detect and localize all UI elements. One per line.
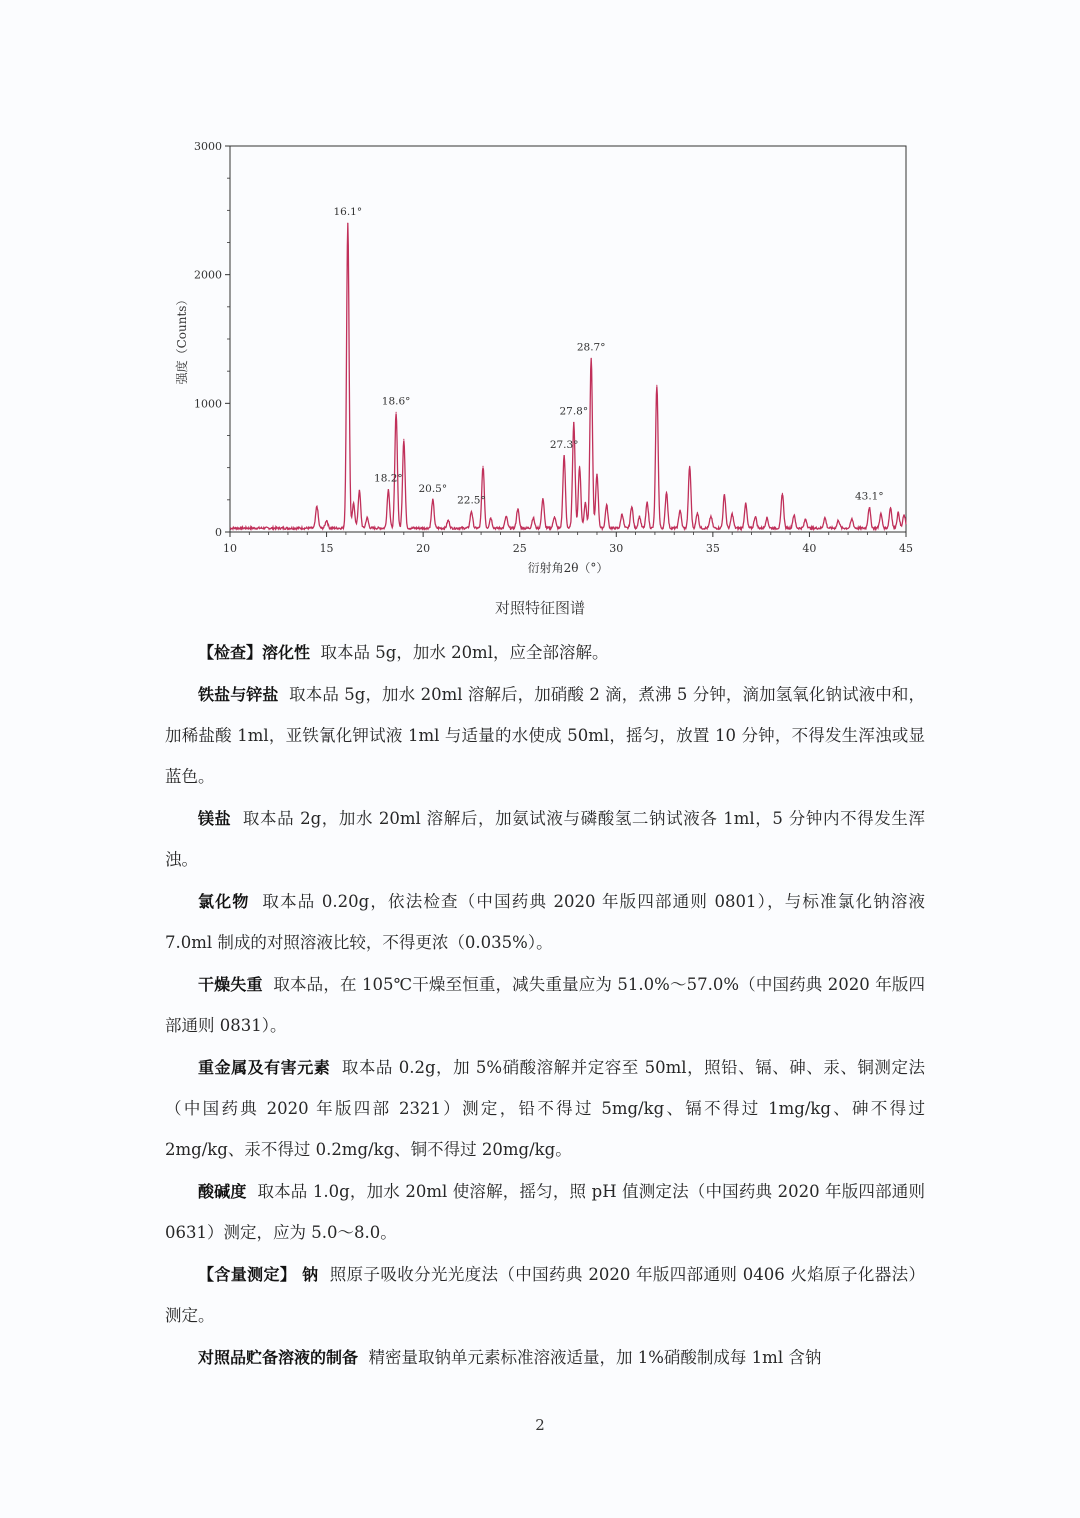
peak-point — [482, 466, 483, 467]
document-body — [165, 632, 925, 1379]
paragraph-heading: 镁盐 — [198, 809, 232, 828]
y-tick-label: 2000 — [194, 268, 222, 282]
y-tick-label: 0 — [215, 526, 222, 539]
paragraph-reference-stock — [165, 1337, 925, 1378]
peak-point — [388, 489, 389, 490]
peak-point — [710, 516, 711, 517]
paragraph-text: 取本品 5g，加水 20ml，应全部溶解。 — [320, 643, 609, 662]
peak-point — [647, 502, 648, 503]
x-tick-label: 20 — [416, 542, 431, 555]
paragraph-heading: 对照品贮备溶液的制备 — [198, 1348, 359, 1367]
peak-point — [471, 511, 472, 512]
paragraph-chloride — [165, 881, 925, 963]
peak-point — [347, 223, 348, 224]
y-axis-label: 强度（Counts） — [175, 293, 189, 385]
peak-point — [631, 506, 632, 507]
peak-point — [656, 385, 657, 386]
peak-point — [755, 516, 756, 517]
paragraph-text: 照原子吸收分光光度法（中国药典 2020 年版四部通则 0406 火焰原子化器法）测定。 — [165, 1265, 925, 1325]
y-tick-label: 1000 — [194, 397, 222, 411]
peak-label: 27.3° — [549, 439, 579, 452]
x-tick-label: 25 — [512, 542, 527, 555]
y-tick-label: 3000 — [194, 140, 222, 153]
peak-point — [316, 506, 317, 507]
plot-frame — [230, 146, 906, 532]
peak-point — [679, 510, 680, 511]
peak-point — [579, 466, 580, 467]
peak-point — [573, 422, 574, 423]
paragraph-magnesium — [165, 798, 925, 880]
peak-label: 18.2° — [374, 472, 403, 485]
paragraph-text: 取本品 5g，加水 20ml 溶解后，加硝酸 2 滴，煮沸 5 分钟，滴加氢氧化钠试液中和，加稀盐酸 1ml，亚铁氰化钾试液 1ml 与适量的水使成 50ml，摇匀，放置 10 分钟，不得发生浑浊或显蓝色。 — [165, 685, 925, 786]
x-tick-label: 35 — [705, 542, 720, 555]
peak-point — [591, 358, 592, 359]
peak-point — [564, 455, 565, 456]
x-axis-label: 衍射角2θ（°） — [527, 561, 609, 575]
paragraph-heading: 干燥失重 — [198, 975, 263, 994]
x-tick-label: 40 — [802, 542, 817, 555]
paragraph-heading: 重金属及有害元素 — [198, 1058, 331, 1077]
peak-point — [890, 507, 891, 508]
peak-point — [838, 520, 839, 521]
peak-point — [396, 412, 397, 413]
peak-point — [506, 516, 507, 517]
peak-point — [326, 520, 327, 521]
x-tick-label: 45 — [899, 542, 913, 555]
peak-point — [732, 513, 733, 514]
paragraph-iron-zinc — [165, 674, 925, 797]
peak-label: 18.6° — [381, 395, 411, 408]
paragraph-heading: 【含量测定】 钠 — [198, 1265, 319, 1284]
peak-label: 16.1° — [333, 206, 363, 219]
page-number: 2 — [535, 1416, 545, 1434]
peak-point — [639, 516, 640, 517]
paragraph-heavy-metals — [165, 1047, 925, 1170]
peak-point — [903, 515, 904, 516]
peak-point — [359, 490, 360, 491]
peak-point — [793, 515, 794, 516]
paragraph-heading: 氯化物 — [198, 892, 250, 911]
peak-point — [805, 519, 806, 520]
peak-point — [745, 503, 746, 504]
peak-point — [869, 507, 870, 508]
peak-point — [554, 516, 555, 517]
peak-point — [403, 439, 404, 440]
peak-point — [666, 492, 667, 493]
x-tick-label: 15 — [319, 542, 334, 555]
peak-point — [880, 513, 881, 514]
paragraph-text: 取本品 0.20g，依法检查（中国药典 2020 年版四部通则 0801），与标准氯化钠溶液 7.0ml 制成的对照溶液比较，不得更浓（0.035%）。 — [165, 892, 925, 952]
x-tick-label: 30 — [609, 542, 624, 555]
peak-label: 27.8° — [559, 405, 589, 418]
peak-label: 22.5° — [457, 494, 486, 507]
peak-label: 28.7° — [576, 341, 606, 354]
paragraph-heading: 铁盐与锌盐 — [198, 685, 279, 704]
peak-point — [621, 513, 622, 514]
paragraph-heading: 酸碱度 — [198, 1182, 247, 1201]
peak-label: 20.5° — [418, 482, 448, 495]
peak-point — [432, 499, 433, 500]
peak-point — [697, 512, 698, 513]
peak-point — [448, 520, 449, 521]
paragraph-loss-on-drying — [165, 964, 925, 1046]
peak-point — [542, 498, 543, 499]
peak-point — [533, 517, 534, 518]
paragraph-text: 取本品 0.2g，加 5%硝酸溶解并定容至 50ml，照铅、镉、砷、汞、铜测定法（中国药典 2020 年版四部 2321）测定，铅不得过 5mg/kg、镉不得过 1mg/kg、砷不得过 2mg/kg、汞不得过 0.2mg/kg、铜不得过 20mg/kg。 — [165, 1058, 925, 1159]
spectrum-line — [230, 223, 906, 529]
peak-point — [606, 504, 607, 505]
paragraph-heading: 【检查】溶化性 — [198, 643, 311, 662]
paragraph-solubility — [165, 632, 925, 673]
peak-point — [517, 508, 518, 509]
x-tick-label: 10 — [223, 542, 237, 555]
peak-point — [596, 474, 597, 475]
peak-point — [585, 502, 586, 503]
paragraph-text: 取本品，在 105℃干燥至恒重，减失重量应为 51.0%～57.0%（中国药典 2020 年版四部通则 0831）。 — [165, 975, 925, 1035]
peak-point — [851, 519, 852, 520]
paragraph-assay — [165, 1254, 925, 1336]
paragraph-text: 取本品 2g，加水 20ml 溶解后，加氨试液与磷酸氢二钠试液各 1ml，5 分钟内不得发生浑浊。 — [165, 809, 925, 869]
figure-caption: 对照特征图谱 — [494, 599, 585, 617]
peak-point — [766, 517, 767, 518]
xrd-chart — [170, 130, 930, 590]
paragraph-text: 取本品 1.0g，加水 20ml 使溶解，摇匀，照 pH 值测定法（中国药典 2020 年版四部通则 0631）测定，应为 5.0～8.0。 — [165, 1182, 925, 1242]
peak-label: 43.1° — [854, 490, 884, 503]
peak-point — [724, 494, 725, 495]
peak-point — [898, 512, 899, 513]
xrd-chart-svg — [170, 130, 930, 590]
peak-point — [367, 517, 368, 518]
peak-point — [782, 493, 783, 494]
peak-point — [490, 517, 491, 518]
peak-point — [353, 503, 354, 504]
peak-point — [689, 466, 690, 467]
paragraph-ph — [165, 1171, 925, 1253]
peak-point — [824, 517, 825, 518]
paragraph-text: 精密量取钠单元素标准溶液适量，加 1%硝酸制成每 1ml 含钠 — [368, 1348, 822, 1367]
